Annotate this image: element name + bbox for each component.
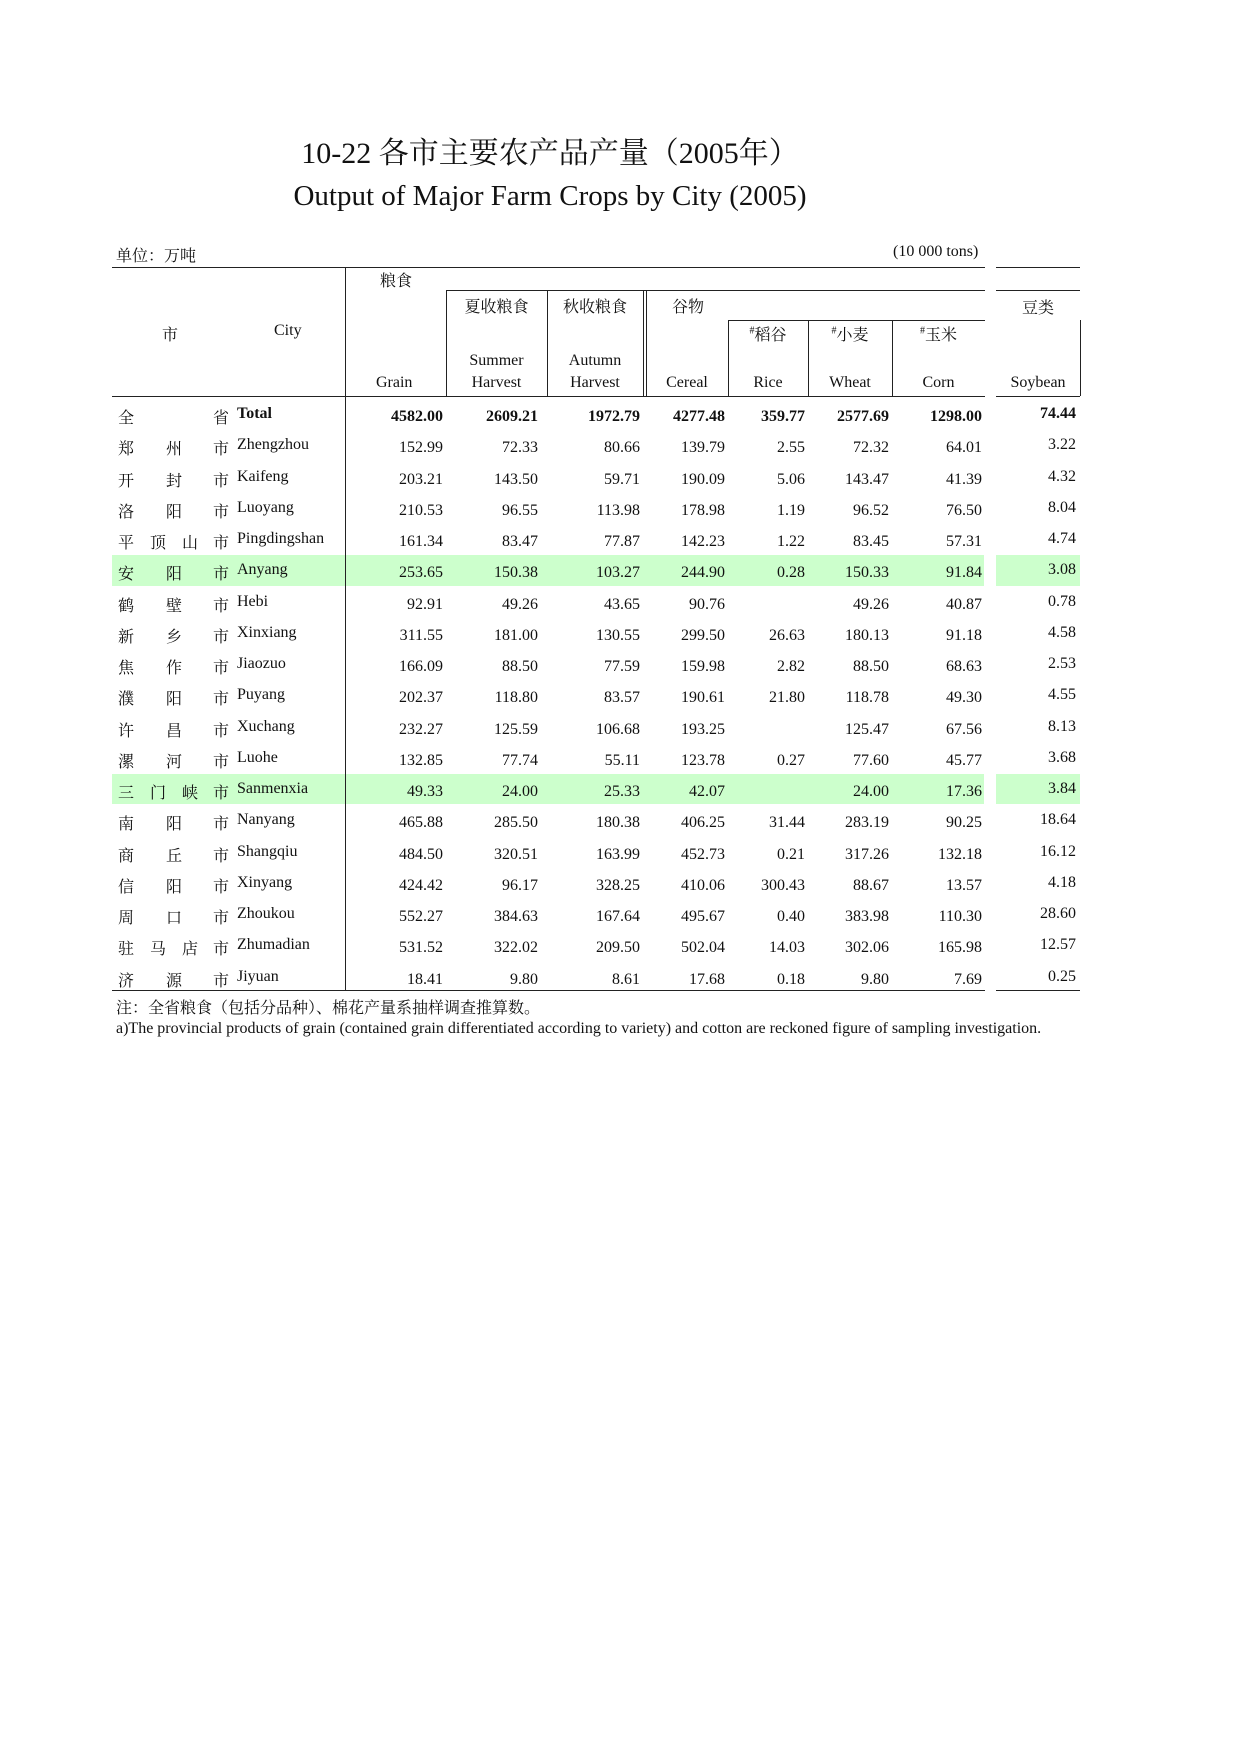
city-en-name: Puyang	[237, 686, 285, 704]
soy-subheader-rule	[996, 290, 1080, 291]
cell-cereal: 410.06	[681, 876, 725, 894]
cell-wheat: 143.47	[845, 470, 889, 488]
city-cn-char: 市	[213, 847, 230, 865]
city-cn-char: 鹤	[118, 597, 135, 615]
cell-grain: 203.21	[399, 470, 443, 488]
city-cn-char: 市	[213, 535, 230, 552]
cell-autumn: 209.50	[596, 939, 640, 957]
city-en-name: Sanmenxia	[237, 780, 309, 797]
page-title-cn: 10-22 各市主要农产品产量（2005年）	[301, 137, 799, 170]
header-bottom-rule	[112, 396, 985, 397]
city-en-name: Hebi	[237, 592, 269, 610]
cell-autumn: 8.61	[612, 970, 640, 988]
header-grain-en: Grain	[376, 374, 413, 391]
cell-wheat: 49.26	[853, 595, 889, 613]
cell-wheat: 88.50	[853, 658, 889, 675]
cell-autumn: 80.66	[604, 439, 640, 457]
cell-soybean: 74.44	[1040, 405, 1076, 422]
city-cn-char: 市	[213, 566, 230, 584]
city-cn-char: 市	[213, 910, 230, 927]
cell-autumn: 180.38	[596, 814, 640, 832]
cell-grain: 166.09	[399, 658, 443, 675]
cell-summer: 125.59	[494, 720, 538, 738]
city-cn-char: 濮	[118, 691, 135, 709]
cell-summer: 49.26	[502, 595, 538, 613]
city-cn-char: 市	[213, 660, 230, 677]
cell-autumn: 83.57	[604, 689, 640, 707]
cell-corn: 76.50	[946, 501, 982, 519]
city-cn-char: 平	[118, 535, 135, 552]
cell-cereal: 495.67	[681, 908, 725, 925]
cell-cereal: 139.79	[681, 439, 725, 457]
city-cn-char: 马	[150, 941, 167, 959]
header-cereal-cn: 谷物	[672, 299, 705, 316]
city-cn-char: 省	[213, 410, 230, 427]
cell-wheat: 77.60	[853, 751, 889, 769]
city-cn-char: 漯	[118, 753, 135, 771]
cereal-left-rule-1	[643, 290, 644, 396]
header-wheat-cn	[808, 322, 892, 345]
header-autumn-en-2: Harvest	[570, 374, 620, 391]
soy-top-rule	[996, 267, 1080, 268]
city-cn-char: 山	[182, 535, 199, 552]
cell-autumn: 77.87	[604, 533, 640, 550]
cell-cereal: 142.23	[681, 533, 725, 550]
city-en-name: Xinxiang	[237, 623, 297, 641]
city-cn-char: 封	[166, 472, 183, 490]
cell-wheat: 96.52	[853, 501, 889, 519]
cell-rice: 300.43	[761, 876, 805, 894]
city-cn-char: 昌	[166, 722, 183, 740]
cell-wheat: 302.06	[845, 939, 889, 957]
city-cn-char: 洛	[118, 503, 135, 521]
header-corn-cn	[892, 322, 985, 345]
cell-corn: 91.84	[946, 564, 982, 582]
cell-grain: 311.55	[399, 626, 443, 644]
cell-cereal: 123.78	[681, 751, 725, 769]
table-bottom-rule	[112, 990, 985, 991]
city-en-name: Zhengzhou	[237, 436, 309, 454]
cell-summer: 320.51	[494, 845, 538, 863]
cell-rice: 21.80	[769, 689, 805, 707]
cell-summer: 24.00	[502, 783, 538, 800]
city-cn-char: 州	[166, 441, 183, 459]
city-en-name: Pingdingshan	[237, 530, 325, 547]
rice-footnote-mark: #	[749, 325, 755, 337]
city-cn-char: 驻	[118, 941, 135, 959]
header-wheat-en: Wheat	[829, 374, 871, 391]
city-en-name: Zhoukou	[237, 905, 295, 922]
cell-grain: 49.33	[407, 783, 443, 800]
cell-summer: 9.80	[510, 970, 538, 988]
city-en-name: Kaifeng	[237, 467, 289, 485]
city-cn-char: 许	[118, 722, 135, 740]
cell-grain: 18.41	[407, 970, 443, 988]
rice-cn-label: 稻谷	[754, 327, 787, 344]
city-cn-char: 市	[213, 503, 230, 521]
cell-corn: 49.30	[946, 689, 982, 707]
wheat-footnote-mark: #	[831, 325, 837, 337]
cell-autumn: 167.64	[596, 908, 640, 925]
cell-summer: 83.47	[502, 533, 538, 550]
cell-soybean: 2.53	[1048, 655, 1076, 672]
city-cn-char: 全	[118, 410, 135, 427]
city-cn-char: 阳	[166, 566, 183, 584]
cell-grain: 161.34	[399, 533, 443, 550]
header-corn-en: Corn	[922, 374, 955, 391]
cell-rice: 0.27	[777, 751, 805, 769]
unit-label-en: (10 000 tons)	[893, 243, 979, 260]
cell-cereal: 406.25	[681, 814, 725, 832]
cell-corn: 41.39	[946, 470, 982, 488]
city-cn-char: 源	[166, 972, 183, 990]
cell-cereal: 190.09	[681, 470, 725, 488]
table-top-rule	[112, 267, 985, 268]
corn-cn-label: 玉米	[924, 327, 957, 344]
city-en-name: Xuchang	[237, 717, 295, 735]
city-cn-char: 阳	[166, 878, 183, 896]
footnote-cn: 注：全省粮食（包括分品种）、棉花产量系抽样调查推算数。	[116, 1000, 541, 1017]
cell-soybean: 16.12	[1040, 842, 1076, 860]
header-cereal-en: Cereal	[666, 374, 708, 391]
cell-grain: 424.42	[399, 876, 443, 894]
cell-grain: 465.88	[399, 814, 443, 832]
city-cn-char: 南	[118, 816, 135, 834]
cell-cereal: 42.07	[689, 783, 725, 800]
city-divider	[345, 267, 346, 990]
cell-corn: 64.01	[946, 439, 982, 457]
cell-soybean: 4.32	[1048, 467, 1076, 485]
city-en-name: Luoyang	[237, 498, 294, 516]
cell-rice: 0.21	[777, 845, 805, 863]
city-cn-char: 商	[118, 847, 135, 865]
cell-cereal: 244.90	[681, 564, 725, 582]
cell-wheat: 2577.69	[837, 408, 889, 425]
city-cn-char: 峡	[182, 785, 199, 802]
cell-corn: 91.18	[946, 626, 982, 644]
cell-cereal: 178.98	[681, 501, 725, 519]
cell-soybean: 12.57	[1040, 936, 1076, 954]
city-en-name: Shangqiu	[237, 842, 298, 860]
city-cn-char: 新	[118, 628, 135, 646]
cell-corn: 17.36	[946, 783, 982, 800]
city-cn-char: 阳	[166, 691, 183, 709]
cell-autumn: 113.98	[596, 501, 640, 519]
city-cn-char: 市	[213, 722, 230, 740]
city-en-name: Jiaozuo	[237, 655, 286, 672]
unit-label-cn: 单位：万吨	[116, 248, 197, 265]
cell-corn: 68.63	[946, 658, 982, 675]
cell-wheat: 317.26	[845, 845, 889, 863]
cell-soybean: 3.08	[1048, 561, 1076, 579]
cell-autumn: 55.11	[604, 751, 640, 769]
cell-autumn: 103.27	[596, 564, 640, 582]
cell-cereal: 299.50	[681, 626, 725, 644]
city-cn-char: 口	[166, 910, 183, 927]
header-city-cn: 市	[162, 327, 179, 344]
city-cn-char: 乡	[166, 628, 183, 646]
cell-rice: 359.77	[761, 408, 805, 425]
city-cn-char: 市	[213, 941, 230, 959]
cell-summer: 77.74	[502, 751, 538, 769]
city-cn-char: 市	[213, 816, 230, 834]
city-cn-char: 市	[213, 878, 230, 896]
cell-summer: 72.33	[502, 439, 538, 457]
cell-wheat: 180.13	[845, 626, 889, 644]
cell-cereal: 452.73	[681, 845, 725, 863]
cell-soybean: 8.04	[1048, 498, 1076, 516]
cell-rice: 31.44	[769, 814, 805, 832]
cell-summer: 384.63	[494, 908, 538, 925]
cell-wheat: 383.98	[845, 908, 889, 925]
cell-wheat: 283.19	[845, 814, 889, 832]
city-cn-char: 信	[118, 878, 135, 896]
cell-summer: 181.00	[494, 626, 538, 644]
cell-rice: 2.55	[777, 439, 805, 457]
cell-soybean: 0.78	[1048, 592, 1076, 610]
cell-wheat: 150.33	[845, 564, 889, 582]
city-en-name: Xinyang	[237, 873, 293, 891]
cell-summer: 88.50	[502, 658, 538, 675]
cell-grain: 210.53	[399, 501, 443, 519]
cell-corn: 1298.00	[930, 408, 982, 425]
cell-cereal: 4277.48	[673, 408, 725, 425]
cell-wheat: 24.00	[853, 783, 889, 800]
header-autumn-en-1: Autumn	[568, 352, 622, 369]
cereal-sub-rule	[728, 320, 985, 321]
cell-rice: 2.82	[777, 658, 805, 675]
cell-corn: 165.98	[938, 939, 982, 957]
cell-autumn: 77.59	[604, 658, 640, 675]
cell-corn: 132.18	[938, 845, 982, 863]
cell-wheat: 83.45	[853, 533, 889, 550]
city-cn-char: 市	[213, 691, 230, 709]
cell-summer: 96.55	[502, 501, 538, 519]
cell-cereal: 502.04	[681, 939, 725, 957]
city-cn-char: 市	[213, 785, 230, 802]
cell-summer: 96.17	[502, 876, 538, 894]
city-cn-char: 壁	[166, 597, 183, 615]
cell-grain: 552.27	[399, 908, 443, 925]
city-cn-char: 市	[213, 472, 230, 490]
city-cn-char: 三	[118, 785, 135, 802]
cell-cereal: 17.68	[689, 970, 725, 988]
cell-soybean: 4.55	[1048, 686, 1076, 704]
cell-autumn: 43.65	[604, 595, 640, 613]
city-cn-char: 郑	[118, 441, 135, 459]
city-cn-char: 周	[118, 910, 135, 927]
cell-summer: 118.80	[494, 689, 538, 707]
cell-rice: 0.28	[777, 564, 805, 582]
city-cn-char: 门	[150, 785, 167, 802]
cell-autumn: 130.55	[596, 626, 640, 644]
cell-wheat: 9.80	[861, 970, 889, 988]
header-soy-cn: 豆类	[1021, 298, 1054, 317]
soy-header-bottom-rule	[996, 396, 1080, 397]
cell-wheat: 118.78	[845, 689, 889, 707]
cell-autumn: 328.25	[596, 876, 640, 894]
header-summer-en-2: Harvest	[471, 374, 522, 391]
cell-rice: 26.63	[769, 626, 805, 644]
cell-autumn: 163.99	[596, 845, 640, 863]
footnote-en: a)The provincial products of grain (contained grain differentiated according to variety) and cotton are reckoned figure of sampling investigation.	[116, 1020, 1042, 1037]
cell-autumn: 106.68	[596, 720, 640, 738]
subheader-rule	[446, 290, 985, 291]
wheat-cn-label: 小麦	[836, 327, 869, 344]
header-rice-cn	[728, 322, 808, 345]
cell-wheat: 72.32	[853, 439, 889, 457]
header-summer-en-1: Summer	[469, 352, 524, 369]
cell-wheat: 88.67	[853, 876, 889, 894]
cell-corn: 45.77	[946, 751, 982, 769]
cell-grain: 202.37	[399, 689, 443, 707]
cell-soybean: 28.60	[1040, 905, 1076, 922]
cell-soybean: 3.84	[1048, 780, 1076, 797]
cell-grain: 232.27	[399, 720, 443, 738]
cell-corn: 57.31	[946, 533, 982, 550]
city-cn-char: 阳	[166, 503, 183, 521]
cell-grain: 484.50	[399, 845, 443, 863]
city-cn-char: 店	[182, 941, 199, 959]
cell-summer: 150.38	[494, 564, 538, 582]
city-cn-char: 安	[118, 566, 135, 584]
city-en-name: Jiyuan	[237, 967, 279, 985]
cell-cereal: 90.76	[689, 595, 725, 613]
cell-cereal: 190.61	[681, 689, 725, 707]
cell-soybean: 4.74	[1048, 530, 1076, 547]
cell-grain: 4582.00	[391, 408, 443, 425]
city-cn-char: 作	[166, 660, 183, 677]
cell-summer: 143.50	[494, 470, 538, 488]
cell-soybean: 0.25	[1048, 967, 1076, 985]
cell-soybean: 4.58	[1048, 623, 1076, 641]
cell-rice: 0.18	[777, 970, 805, 988]
cell-soybean: 8.13	[1048, 717, 1076, 735]
city-cn-char: 焦	[118, 660, 135, 677]
city-cn-char: 顶	[150, 535, 167, 552]
city-en-name: Total	[237, 405, 272, 422]
cell-summer: 2609.21	[486, 408, 538, 425]
city-en-name: Nanyang	[237, 811, 295, 829]
city-cn-char: 阳	[166, 816, 183, 834]
cell-grain: 531.52	[399, 939, 443, 957]
city-cn-char: 济	[118, 972, 135, 990]
soy-bottom-rule	[996, 990, 1080, 991]
cell-soybean: 18.64	[1040, 811, 1076, 829]
city-en-name: Anyang	[237, 561, 288, 579]
cell-autumn: 59.71	[604, 470, 640, 488]
cell-soybean: 3.68	[1048, 748, 1076, 766]
city-en-name: Zhumadian	[237, 936, 310, 954]
cell-wheat: 125.47	[845, 720, 889, 738]
cell-summer: 322.02	[494, 939, 538, 957]
header-grain-cn: 粮食	[380, 273, 413, 290]
header-soy-en: Soybean	[1010, 374, 1066, 391]
cell-corn: 90.25	[946, 814, 982, 832]
corn-footnote-mark: #	[919, 325, 925, 337]
cell-soybean: 3.22	[1048, 436, 1076, 454]
header-rice-en: Rice	[753, 374, 783, 391]
cell-cereal: 193.25	[681, 720, 725, 738]
header-summer-cn: 夏收粮食	[464, 299, 529, 316]
city-cn-char: 市	[213, 441, 230, 459]
cell-corn: 110.30	[938, 908, 982, 925]
city-cn-char: 丘	[166, 847, 183, 865]
cell-autumn: 25.33	[604, 783, 640, 800]
city-cn-char: 市	[213, 597, 230, 615]
cell-grain: 152.99	[399, 439, 443, 457]
header-autumn-cn: 秋收粮食	[562, 299, 627, 316]
city-cn-char: 河	[166, 753, 183, 771]
city-cn-char: 开	[118, 472, 135, 490]
cell-grain: 92.91	[407, 595, 443, 613]
cell-grain: 253.65	[399, 564, 443, 582]
cell-rice: 1.19	[777, 501, 805, 519]
city-en-name: Luohe	[237, 748, 278, 766]
cell-soybean: 4.18	[1048, 873, 1076, 891]
page-title-en: Output of Major Farm Crops by City (2005)	[293, 180, 807, 212]
city-cn-char: 市	[213, 972, 230, 990]
cell-rice: 5.06	[777, 470, 805, 488]
cell-cereal: 159.98	[681, 658, 725, 675]
cell-corn: 7.69	[954, 970, 982, 988]
city-cn-char: 市	[213, 753, 230, 771]
city-cn-char: 市	[213, 628, 230, 646]
cell-summer: 285.50	[494, 814, 538, 832]
header-city-en: City	[274, 322, 302, 339]
cell-rice: 14.03	[769, 939, 805, 957]
soy-right-rule	[1080, 320, 1081, 396]
cell-autumn: 1972.79	[588, 408, 640, 425]
cell-grain: 132.85	[399, 751, 443, 769]
cell-rice: 1.22	[777, 533, 805, 550]
cell-corn: 67.56	[946, 720, 982, 738]
cell-corn: 13.57	[946, 876, 982, 894]
cell-corn: 40.87	[946, 595, 982, 613]
cell-rice: 0.40	[777, 908, 805, 925]
